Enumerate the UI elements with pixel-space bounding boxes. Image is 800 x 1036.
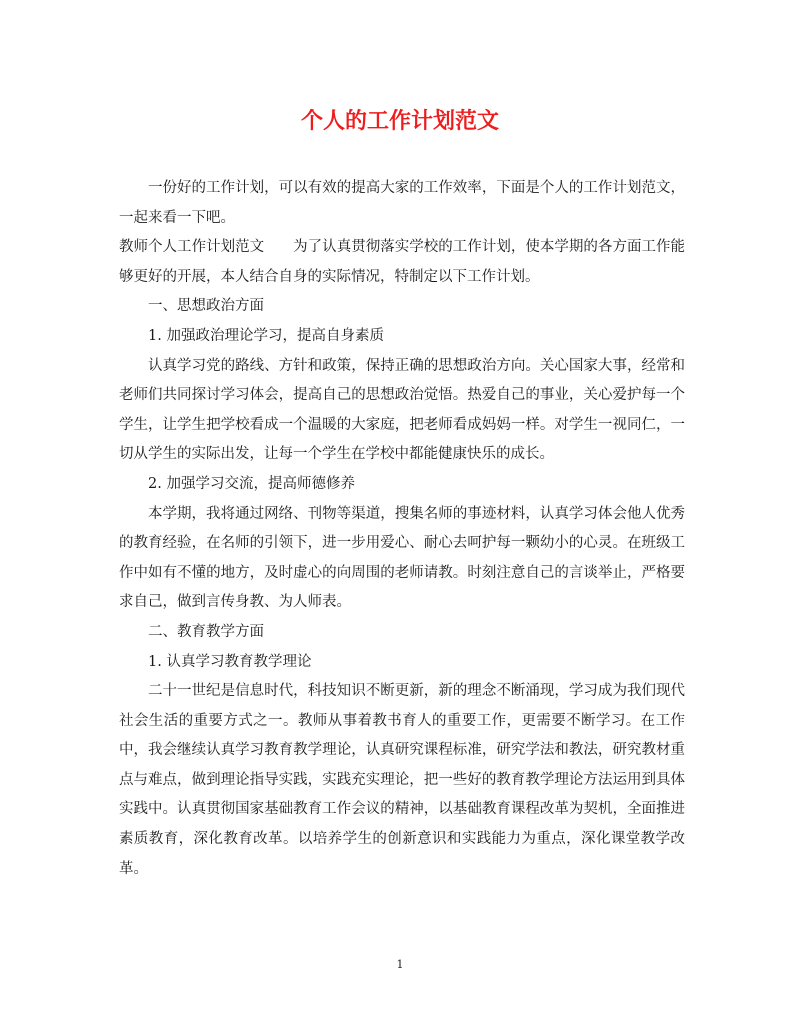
paragraph-ethics: 本学期，我将通过网络、刊物等渠道，搜集名师的事迹材料，认真学习体会他人优秀的教育经验，在名师的引领下，进一步用爱心、耐心去呵护每一颗幼小的心灵。在班级工作中如有不懂的地方，及时虚心的向周围的老师请教。时刻注意自己的言谈举止，严格要求自己，做到言传身教、为人师表。 [119,505,685,611]
document-body [119,174,685,884]
page-number: 1 [396,958,404,971]
paragraph-intro: 一份好的工作计划，可以有效的提高大家的工作效率，下面是个人的工作计划范文，一起来看一下吧。 [119,180,685,226]
paragraph-plan-intro: 教师个人工作计划范文 为了认真贯彻落实学校的工作计划，使本学期的各方面工作能够更好的开展，本人结合自身的实际情况，特制定以下工作计划。 [119,239,685,285]
subheading-theory-study: 1. 加强政治理论学习，提高自身素质 [148,327,384,344]
section-heading-political: 一、思想政治方面 [148,298,264,315]
subheading-ethics: 2. 加强学习交流，提高师德修养 [148,475,355,492]
subheading-teaching-theory: 1. 认真学习教育教学理论 [148,653,312,670]
paragraph-teaching-theory: 二十一世纪是信息时代，科技知识不断更新，新的理念不断涌现，学习成为我们现代社会生活的重要方式之一。教师从事着教书育人的重要工作，更需要不断学习。在工作中，我会继续认真学习教育教学理论，认真研究课程标准，研究学法和教法，研究教材重点与难点，做到理论指导实践，实践充实理论，把一些好的教育教学理论方法运用到具体实践中。认真贯彻国家基础教育工作会议的精神，以基础教育课程改革为契机，全面推进素质教育，深化教育改革。以培养学生的创新意识和实践能力为重点，深化课堂教学改革。 [119,683,685,877]
document-title: 个人的工作计划范文 [300,108,499,134]
section-heading-teaching: 二、教育教学方面 [148,623,264,640]
paragraph-theory-study: 认真学习党的路线、方针和政策，保持正确的思想政治方向。关心国家大事，经常和老师们共同探讨学习体会，提高自己的思想政治觉悟。热爱自己的事业，关心爱护每一个学生，让学生把学校看成一个温暖的大家庭，把老师看成妈妈一样。对学生一视同仁，一切从学生的实际出发，让每一个学生在学校中都能健康快乐的成长。 [119,357,685,463]
